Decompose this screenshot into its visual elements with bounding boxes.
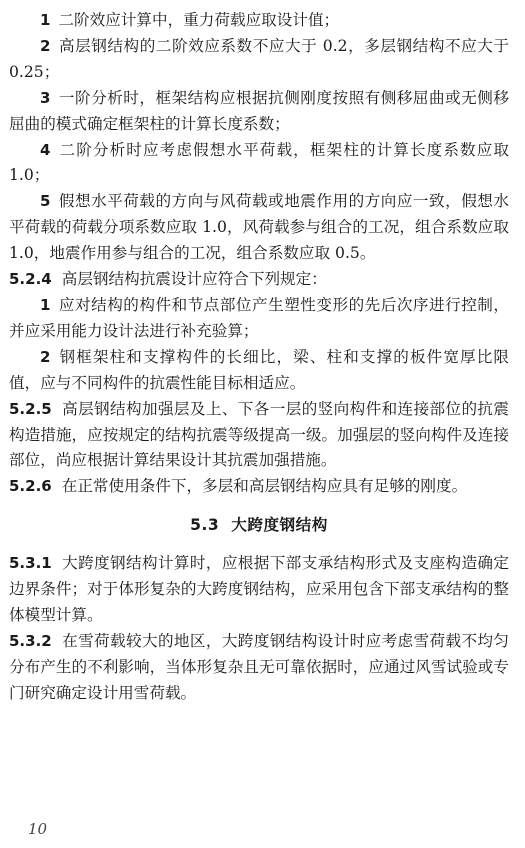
document-body	[9, 8, 509, 707]
item-number: 4	[40, 140, 51, 159]
clause	[9, 629, 509, 707]
clause-text: 在雪荷载较大的地区，大跨度钢结构设计时应考虑雪荷载不均匀分布产生的不利影响，当体形复杂且无可靠依据时，应通过风雪试验或专门研究确定设计用雪荷载。	[9, 631, 509, 702]
item-text: 高层钢结构的二阶效应系数不应大于 0.2，多层钢结构不应大于 0.25；	[9, 36, 509, 81]
clause-text: 高层钢结构抗震设计应符合下列规定：	[61, 270, 327, 289]
item-text: 钢框架柱和支撑构件的长细比，梁、柱和支撑的板件宽厚比限值，应与不同构件的抗震性能目标相适应。	[9, 347, 509, 392]
item-number: 3	[40, 88, 51, 107]
section-number: 5.3	[190, 516, 220, 535]
list-item	[9, 189, 509, 267]
section-title-text: 大跨度钢结构	[231, 516, 328, 535]
section-title	[9, 513, 509, 539]
item-number: 2	[40, 347, 51, 366]
item-number: 2	[40, 36, 51, 55]
clause-text: 高层钢结构加强层及上、下各一层的竖向构件和连接部位的抗震构造措施，应按规定的结构抗震等级提高一级。加强层的竖向构件及连接部位，尚应根据计算结果设计其抗震加强措施。	[9, 399, 509, 470]
item-text: 二阶分析时应考虑假想水平荷载，框架柱的计算长度系数应取 1.0；	[9, 140, 509, 185]
list-item	[9, 8, 509, 34]
item-text: 一阶分析时，框架结构应根据抗侧刚度按照有侧移屈曲或无侧移屈曲的模式确定框架柱的计算长度系数；	[9, 88, 509, 133]
list-item	[9, 293, 509, 345]
clause	[9, 267, 509, 293]
clause-text: 在正常使用条件下，多层和高层钢结构应具有足够的刚度。	[61, 477, 468, 496]
item-number: 1	[40, 295, 51, 314]
page-number: 10	[28, 820, 48, 838]
list-item	[9, 34, 509, 86]
clause-number: 5.2.5	[9, 399, 52, 418]
clause	[9, 474, 509, 500]
list-item	[9, 138, 509, 190]
clause-number: 5.3.1	[9, 554, 52, 573]
list-item	[9, 345, 509, 397]
clause-text: 大跨度钢结构计算时，应根据下部支承结构形式及支座构造确定边界条件；对于体形复杂的大跨度钢结构，应采用包含下部支承结构的整体模型计算。	[9, 554, 509, 624]
item-text: 二阶效应计算中，重力荷载应取设计值；	[58, 11, 340, 29]
item-text: 假想水平荷载的方向与风荷载或地震作用的方向应一致，假想水平荷载的荷载分项系数应取 1.0，风荷载参与组合的工况，组合系数应取 1.0，地震作用参与组合的工况，组合系数应取 0.5。	[9, 192, 509, 263]
clause-number: 5.2.6	[9, 477, 52, 496]
item-text: 应对结构的构件和节点部位产生塑性变形的先后次序进行控制，并应采用能力设计法进行补充验算；	[9, 295, 509, 340]
clause-number: 5.3.2	[9, 631, 52, 650]
item-number: 5	[40, 192, 51, 211]
clause-number: 5.2.4	[9, 270, 52, 289]
list-item	[9, 86, 509, 138]
clause	[9, 551, 509, 629]
clause	[9, 397, 509, 475]
item-number: 1	[40, 11, 51, 29]
